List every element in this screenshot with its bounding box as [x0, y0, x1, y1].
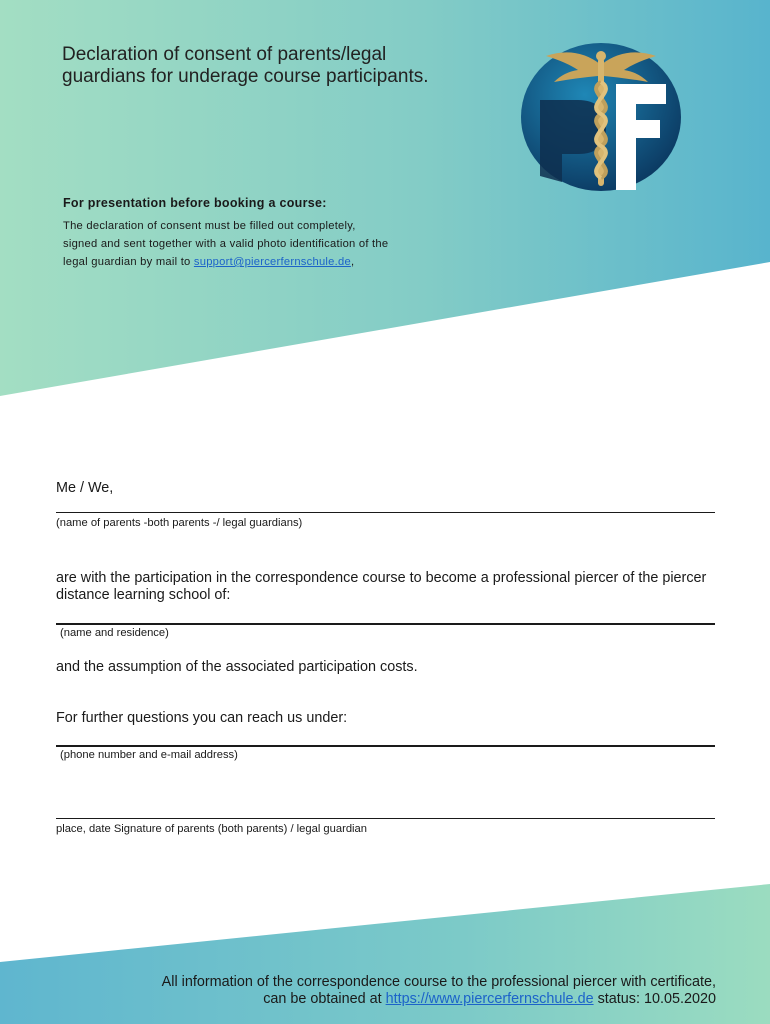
support-email-link[interactable]: support@piercerfernschule.de — [193, 256, 351, 268]
website-link[interactable]: https://www.piercerfernschule.de — [385, 991, 594, 1007]
costs-statement: and the assumption of the associated participation costs. — [56, 659, 418, 675]
parents-name-caption: (name of parents -both parents -/ legal guardians) — [56, 517, 303, 529]
parents-name-field-line[interactable] — [56, 512, 715, 513]
footer-line-1: All information of the correspondence course to the professional piercer with certificate, — [161, 974, 716, 990]
intro-line: The declaration of consent must be filled out completely, — [63, 220, 356, 232]
residence-field-line[interactable] — [56, 623, 715, 625]
contact-caption: (phone number and e-mail address) — [60, 749, 238, 761]
footer-line-2 — [60, 991, 716, 1008]
residence-caption: (name and residence) — [60, 627, 169, 639]
signature-caption: place, date Signature of parents (both parents) / legal guardian — [56, 823, 367, 835]
me-we-label: Me / We, — [56, 480, 114, 496]
intro-line-prefix: legal guardian by mail to — [63, 256, 194, 268]
signature-field-line[interactable] — [56, 818, 715, 819]
caduceus-pf-logo-icon — [520, 42, 682, 192]
footer-info — [60, 974, 716, 1008]
intro-line: signed and sent together with a valid photo identification of the — [63, 238, 389, 250]
document-title: Declaration of consent of parents/legal guardians for underage course participants. — [62, 44, 429, 87]
intro-heading: For presentation before booking a course: — [63, 196, 327, 210]
footer-line-2-prefix: can be obtained at — [263, 991, 386, 1007]
footer-status: status: 10.05.2020 — [593, 991, 716, 1007]
intro-line-suffix: , — [350, 256, 355, 268]
participation-statement: are with the participation in the correspondence course to become a professional piercer of the piercer distance learning school of: — [56, 570, 707, 603]
intro-line — [63, 253, 354, 271]
questions-statement: For further questions you can reach us under: — [56, 710, 348, 726]
contact-field-line[interactable] — [56, 745, 715, 747]
